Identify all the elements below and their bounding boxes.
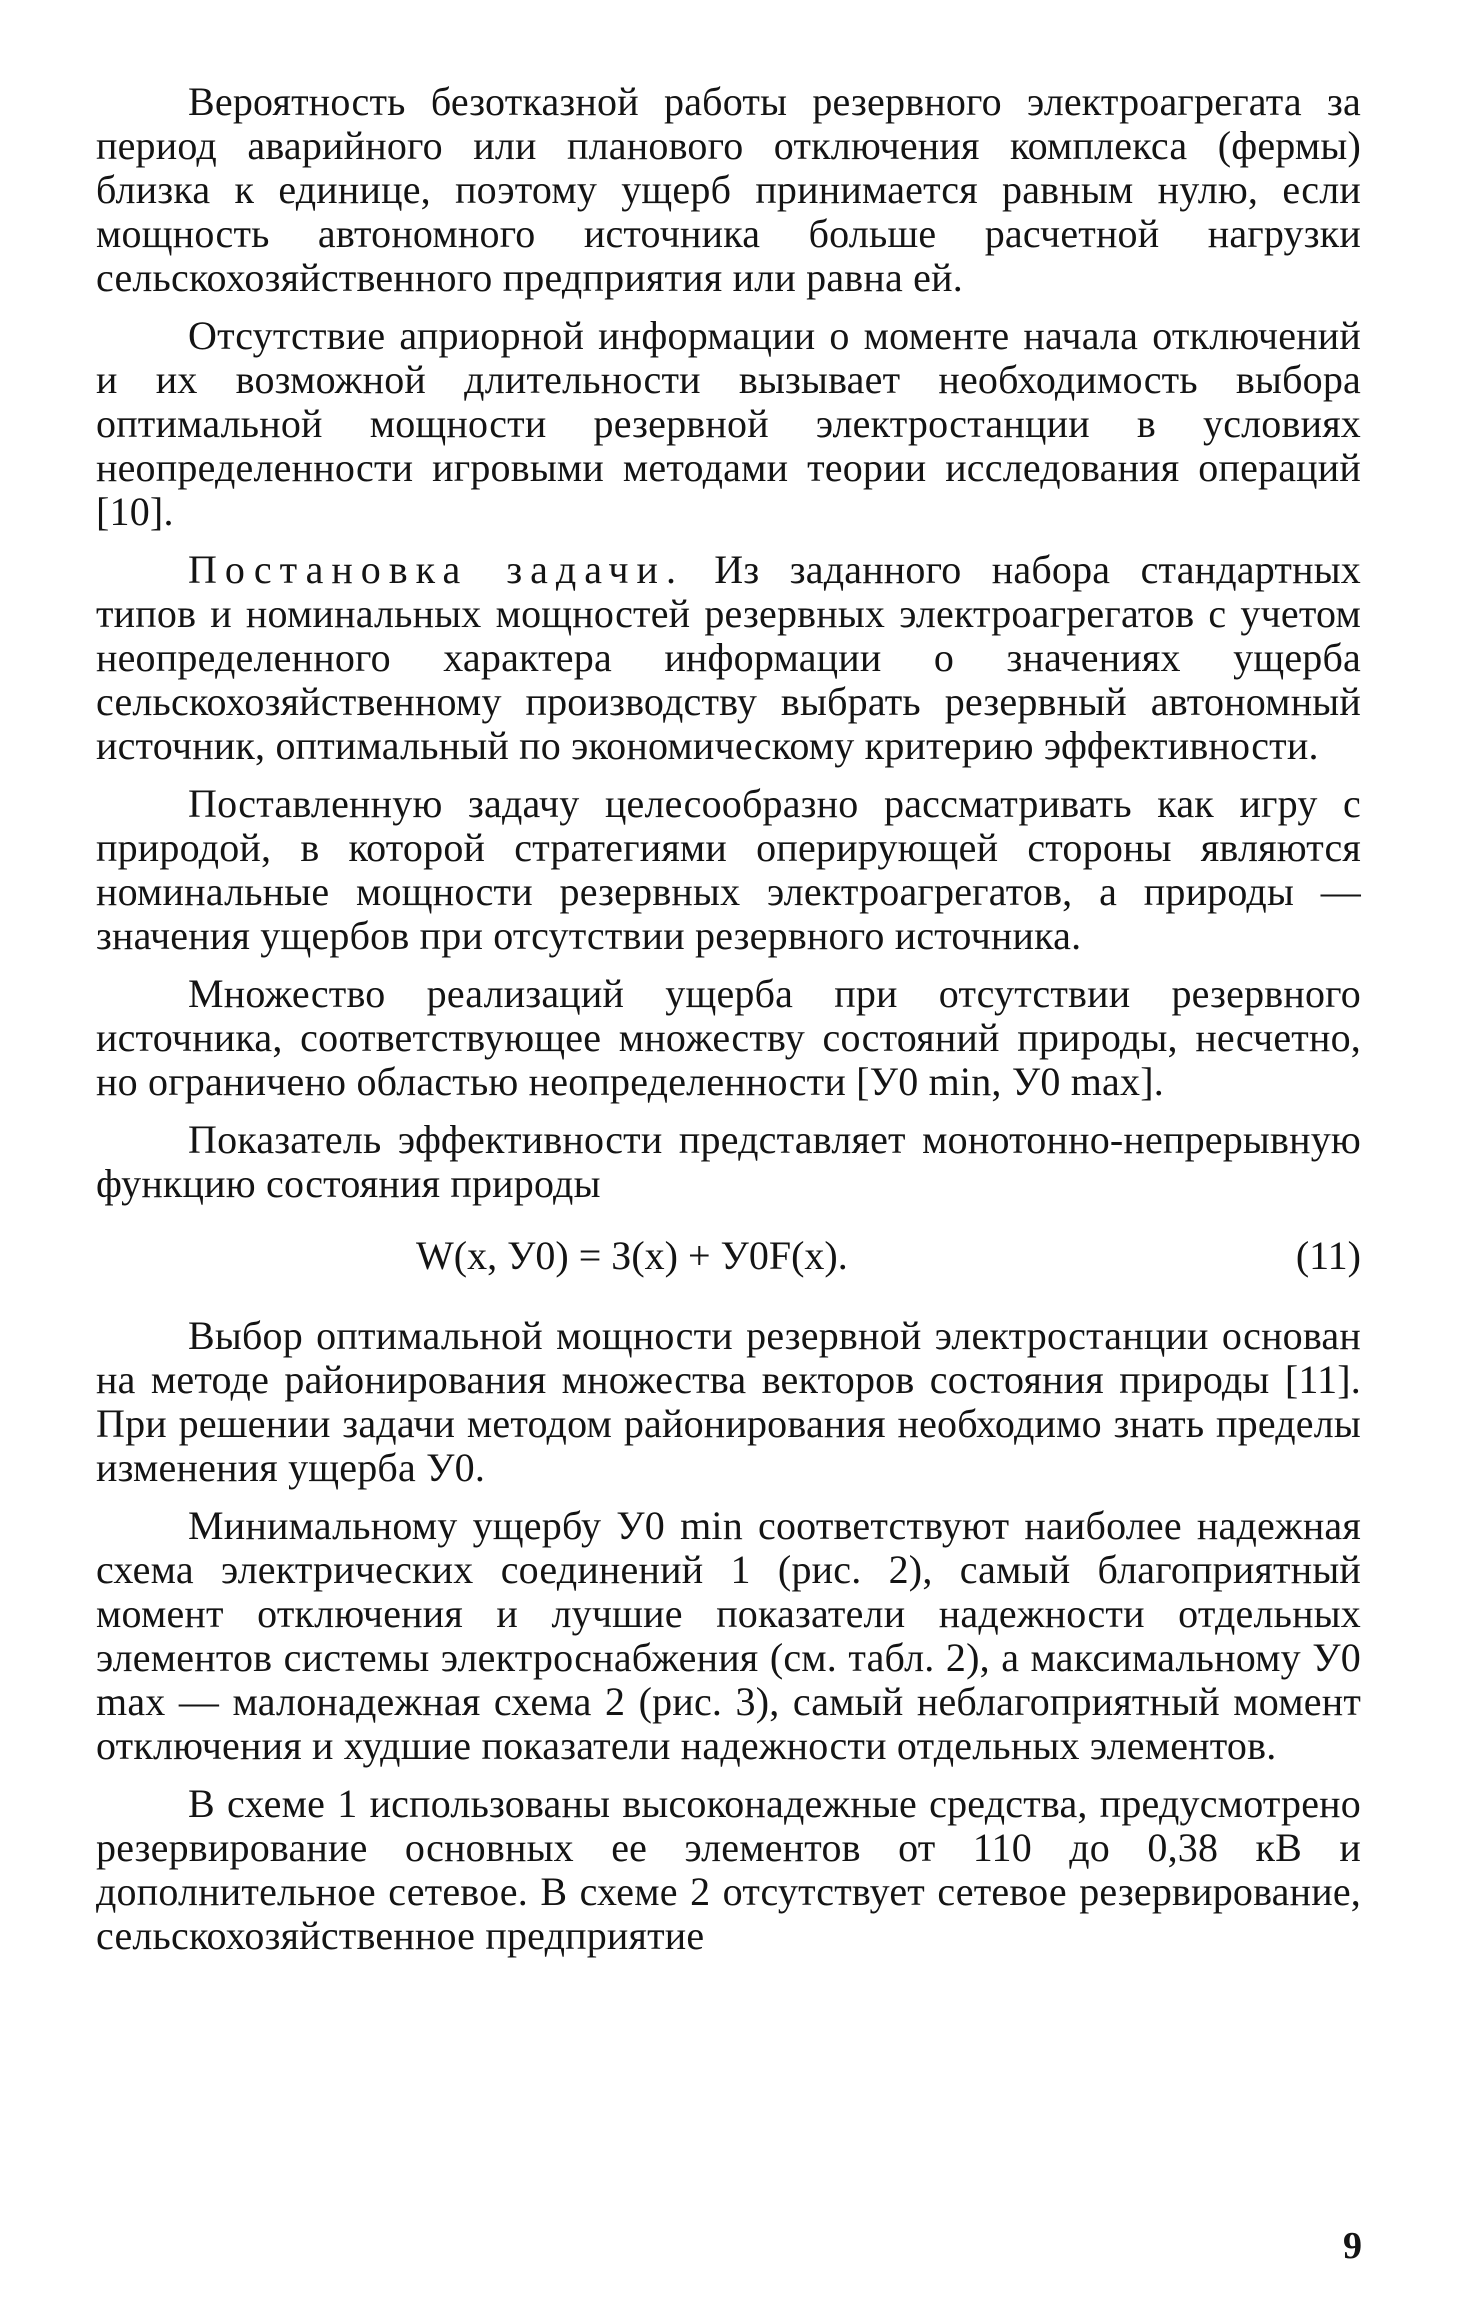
paragraph-3 [96, 548, 1361, 768]
page-number: 9 [1343, 2225, 1362, 2267]
paragraph-3-body: Из заданного набора стандартных типов и номинальных мощностей резервных электроагрегатов с учетом неопределенного характера информации о значениях ущерба сельскохозяйственному производству выбрать резервный автономный источник, оптимальный по экономическому критерию эффективности. [96, 547, 1361, 768]
formula-row [96, 1220, 1361, 1292]
document-page [96, 80, 1361, 1972]
formula-expression: W(x, У0) = З(x) + У0F(x). [416, 1233, 848, 1278]
section-lead: Постановка задачи. [188, 547, 684, 592]
paragraph-8: Минимальному ущербу У0 min соответствуют наиболее надежная схема электрических соединений 1 (рис. 2), самый благоприятный момент отключения и лучшие показатели надежности отдельных элементов системы электроснабжения (см. табл. 2), а максимальному У0 max — малонадежная схема 2 (рис. 3), самый неблагоприятный момент отключения и худшие показатели надежности отдельных элементов. [96, 1503, 1361, 1768]
formula-number: (11) [1295, 1233, 1361, 1278]
paragraph-7: Выбор оптимальной мощности резервной электростанции основан на методе районирования множества векторов состояния природы [11]. При решении задачи методом районирования необходимо знать пределы изменения ущерба У0. [96, 1313, 1361, 1490]
paragraph-2: Отсутствие априорной информации о моменте начала отключений и их возможной длительности вызывает необходимость выбора оптимальной мощности резервной электростанции в условиях неопределенности игровыми методами теории исследования операций [10]. [96, 313, 1361, 534]
paragraph-1: Вероятность безотказной работы резервного электроагрегата за период аварийного или планового отключения комплекса (фермы) близка к единице, поэтому ущерб принимается равным нулю, если мощность автономного источника больше расчетной нагрузки сельскохозяйственного предприятия или равна ей. [96, 79, 1361, 300]
paragraph-4: Поставленную задачу целесообразно рассматривать как игру с природой, в которой стратегиями оперирующей стороны являются номинальные мощности резервных электроагрегатов, а природы — значения ущербов при отсутствии резервного источника. [96, 781, 1361, 958]
paragraph-6: Показатель эффективности представляет монотонно-непрерывную функцию состояния природы [96, 1117, 1361, 1206]
paragraph-5: Множество реализаций ущерба при отсутствии резервного источника, соответствующее множеству состояний природы, несчетно, но ограничено областью неопределенности [У0 min, У0 max]. [96, 971, 1361, 1104]
paragraph-9: В схеме 1 использованы высоконадежные средства, предусмотрено резервирование основных ее элементов от 110 до 0,38 кВ и дополнительное сетевое. В схеме 2 отсутствует сетевое резервирование, сельскохозяйственное предприятие [96, 1781, 1361, 1958]
